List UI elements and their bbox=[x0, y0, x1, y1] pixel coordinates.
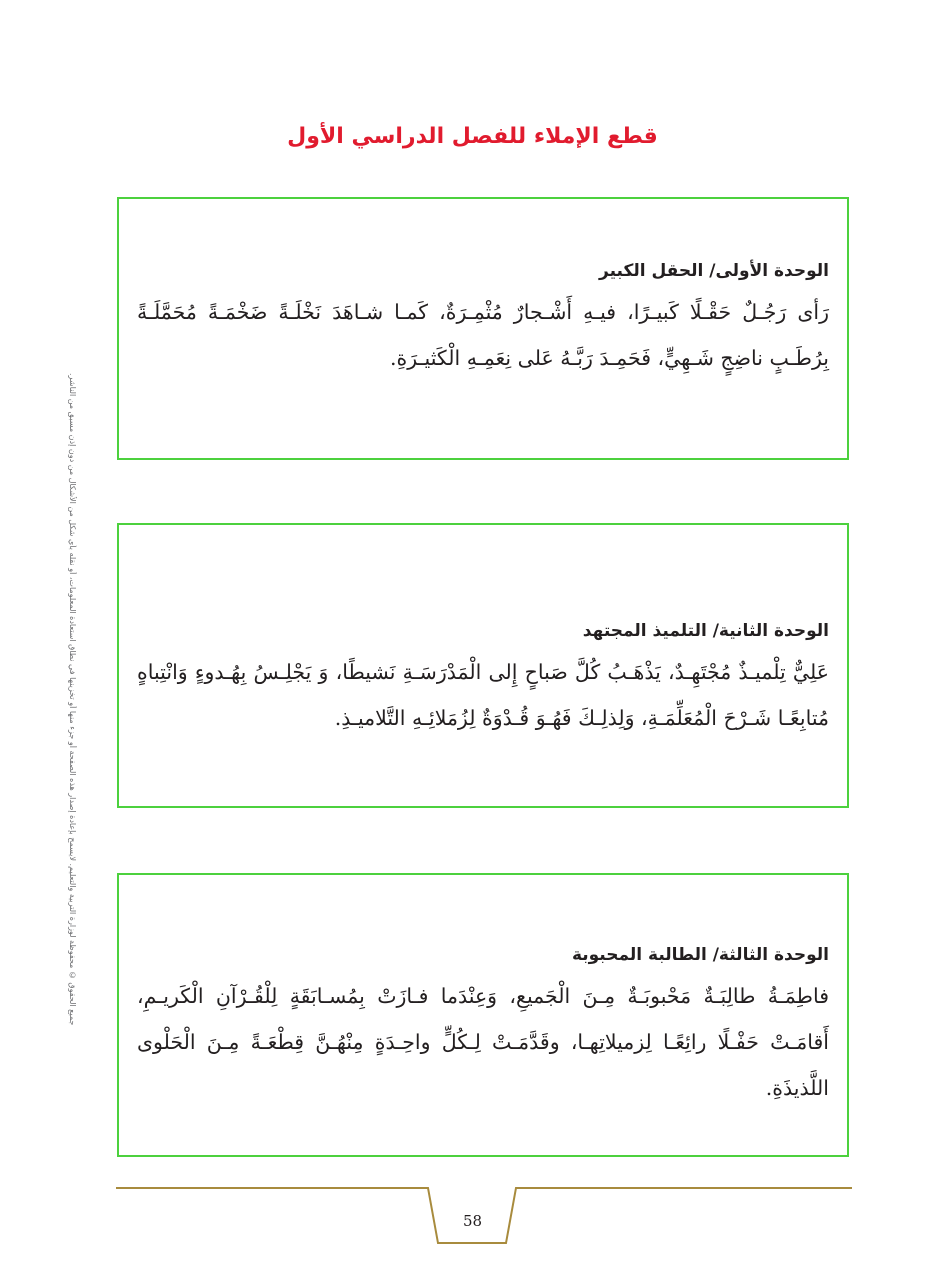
unit-3-box bbox=[117, 873, 849, 1157]
page-title: قطع الإملاء للفصل الدراسي الأول bbox=[287, 124, 658, 149]
unit-2-heading: الوحدة الثانية/ التلميذ المجتهد bbox=[582, 621, 829, 641]
unit-1-text: رَأى رَجُـلٌ حَقْـلًا كَبيـرًا، فيـهِ أَشْـجارٌ مُثْمِـرَةٌ، كَمـا شـاهَدَ نَخْلَـةً ضَخْمَـةً مُحَمَّلَـةً بِرُطَـبٍ ناضِجٍ شَـهِيٍّ، فَحَمِـدَ رَبَّـهُ عَلى نِعَمِـهِ الْكَثيـرَةِ. bbox=[137, 300, 829, 370]
unit-3-heading: الوحدة الثالثة/ الطالبة المحبوبة bbox=[571, 945, 829, 965]
page-number: 58 bbox=[462, 1212, 483, 1230]
unit-1-box bbox=[117, 197, 849, 460]
unit-3-text: فاطِمَـةُ طالِبَـةٌ مَحْبوبَـةٌ مِـنَ الْجَميعِ، وَعِنْدَما فـازَتْ بِمُسـابَقَةٍ لِلْقُـرْآنِ الْكَريـمِ، أَقامَـتْ حَفْـلًا رائِعًـا لِزميلاتِهـا، وقَدَّمَـتْ لِـكُلٍّ واحِـدَةٍ مِنْهُـنَّ قِطْعَـةً مِـنَ الْحَلْوى اللَّذيذَةِ. bbox=[137, 984, 829, 1100]
unit-1-heading: الوحدة الأولى/ الحقل الكبير bbox=[599, 261, 829, 281]
unit-2-text: عَلِيٌّ تِلْميـذٌ مُجْتَهِـدٌ، يَذْهَـبُ كُلَّ صَباحٍ إِلى الْمَدْرَسَـةِ نَشيطًا، وَ يَجْلِـسُ بِهُـدوءٍ وَانْتِباهٍ مُتابِعًـا شَـرْحَ الْمُعَلِّمَـةِ، وَلِذلِـكَ فَهُـوَ قُـدْوَةٌ لِزُمَلائِـهِ التَّلاميـذِ. bbox=[137, 660, 829, 730]
copyright-notice: جميع الحقوق © محفوظة لوزارة التربية والتعليم. لايسمح بإعادة إصدار هذه الصفحة أو جزء منها أو تخزينها في نطاق استعادة المعلومات، أو نقله بأي شكل من الأشكال من دون إذن مسبق من الناشر. bbox=[68, 372, 77, 1025]
unit-2-box bbox=[117, 523, 849, 808]
